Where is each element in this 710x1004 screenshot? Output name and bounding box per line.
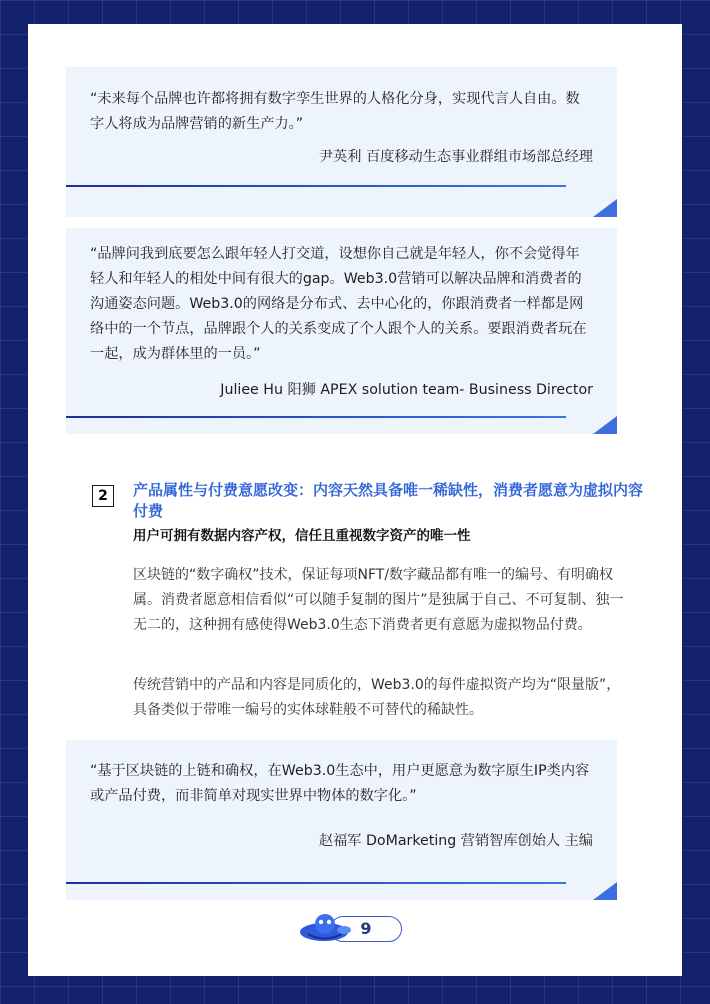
- quote-corner-accent: [593, 199, 617, 217]
- quote-corner-accent: [593, 416, 617, 434]
- quote-author: 尹英利 百度移动生态事业群组市场部总经理: [318, 149, 593, 165]
- blue-mascot-logo-icon: [298, 910, 354, 944]
- quote-text: “基于区块链的上链和确权，在Web3.0生态中，用户更愿意为数字原生IP类内容或产品付费，而非简单对现实世界中物体的数字化。”: [90, 763, 590, 804]
- quote-underline: [66, 416, 566, 418]
- body-paragraph: 区块链的“数字确权”技术，保证每项NFT/数字藏品都有唯一的编号、有明确权属。消费者愿意相信看似“可以随手复制的图片”是独属于自己、不可复制、独一无二的，这种拥有感使得Web3.0生态下消费者更有意愿为虚拟物品付费。: [133, 567, 624, 633]
- section-title: 产品属性与付费意愿改变：内容天然具备唯一稀缺性，消费者愿意为虚拟内容付费: [133, 481, 644, 520]
- page-number: 9: [330, 916, 402, 942]
- quote-box-3: [66, 740, 617, 900]
- quote-author: Juliee Hu 阳狮 APEX solution team- Business Director: [220, 382, 593, 398]
- quote-author: 赵福军 DoMarketing 营销智库创始人 主编: [318, 833, 593, 849]
- quote-text: “品牌问我到底要怎么跟年轻人打交道，设想你自己就是年轻人，你不会觉得年轻人和年轻人的相处中间有很大的gap。Web3.0营销可以解决品牌和消费者的沟通姿态问题。Web3.0的网络是分布式、去中心化的，你跟消费者一样都是网络中的一个节点，品牌跟个人的关系变成了个人跟个人的关系。要跟消费者玩在一起，成为群体里的一员。”: [90, 246, 587, 362]
- quote-box-2: [66, 228, 617, 434]
- section-number: 2: [92, 485, 114, 507]
- quote-corner-accent: [593, 882, 617, 900]
- quote-underline: [66, 882, 566, 884]
- body-paragraph: 传统营销中的产品和内容是同质化的，Web3.0的每件虚拟资产均为“限量版”，具备类似于带唯一编号的实体球鞋般不可替代的稀缺性。: [133, 677, 621, 718]
- quote-box-1: [66, 67, 617, 217]
- quote-underline: [66, 185, 566, 187]
- section-subtitle: 用户可拥有数据内容产权，信任且重视数字资产的唯一性: [133, 528, 471, 544]
- quote-text: “未来每个品牌也许都将拥有数字孪生世界的人格化分身，实现代言人自由。数字人将成为品牌营销的新生产力。”: [90, 91, 580, 132]
